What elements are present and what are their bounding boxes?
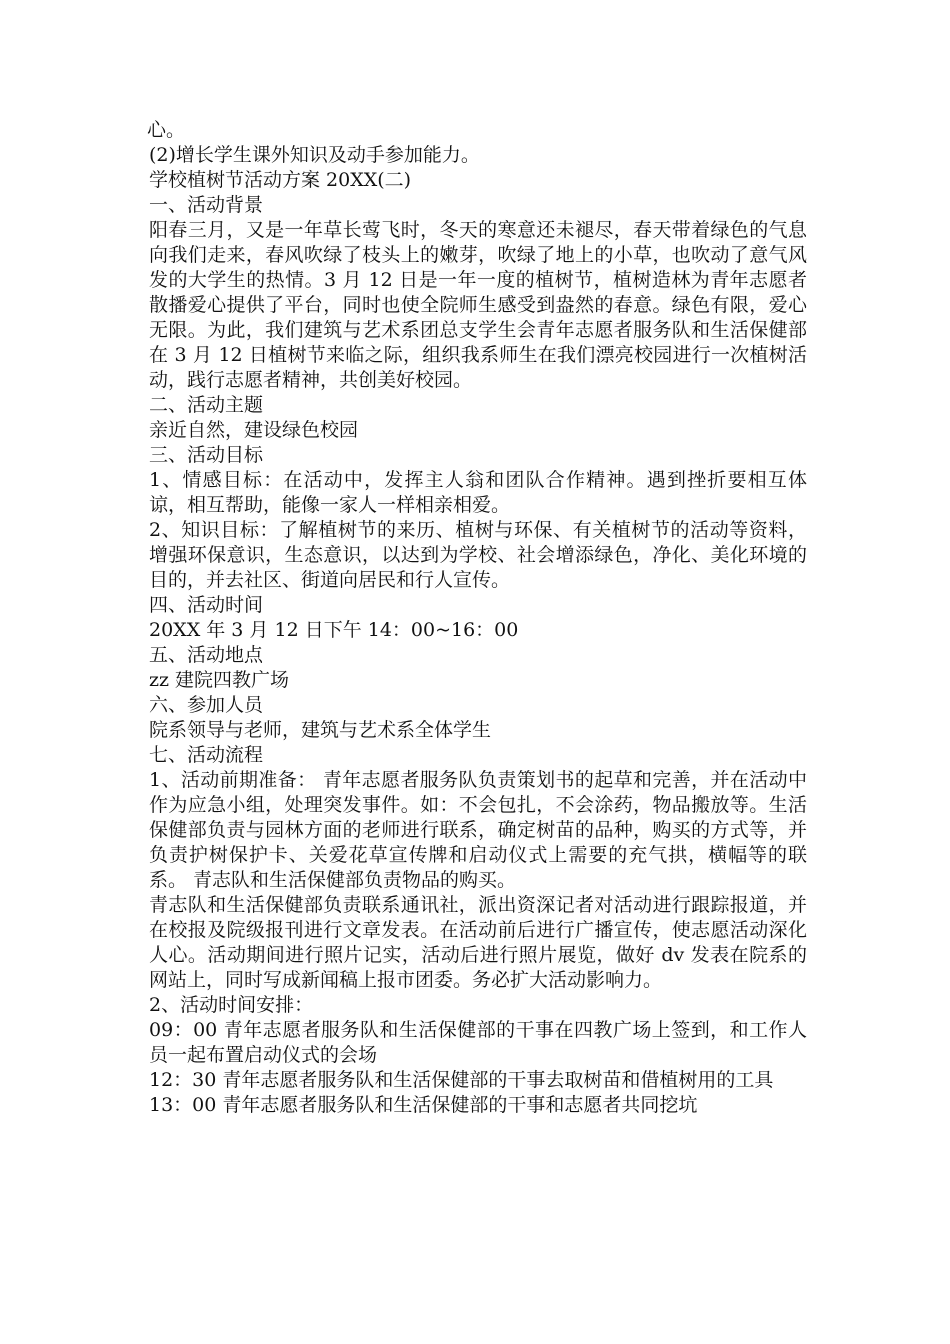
- paragraph-theme: 亲近自然，建设绿色校园: [149, 419, 359, 441]
- document-body: [147, 118, 807, 1118]
- section-title: 学校植树节活动方案 20XX(二): [149, 169, 412, 191]
- paragraph-preparation: 1、活动前期准备： 青年志愿者服务队负责策划书的起草和完善，并在活动中作为应急小组，处理突发事件。如：不会包扎，不会涂药，物品搬放等。生活保健部负责与园林方面的老师进行联系，确定树苗的品种，购买的方式等，并负责护树保护卡、关爱花草宣传牌和启动仪式上需要的充气拱，横幅等的联系。 青志队和生活保健部负责物品的购买。: [149, 769, 807, 891]
- heading-background: 一、活动背景: [149, 194, 264, 216]
- heading-time: 四、活动时间: [149, 594, 264, 616]
- paragraph-schedule-0900: 09：00 青年志愿者服务队和生活保健部的干事在四教广场上签到，和工作人员一起布置启动仪式的会场: [149, 1019, 807, 1066]
- heading-goals: 三、活动目标: [149, 444, 264, 466]
- heading-theme: 二、活动主题: [149, 394, 264, 416]
- paragraph-background: 阳春三月，又是一年草长莺飞时，冬天的寒意还未褪尽，春天带着绿色的气息向我们走来，春风吹绿了枝头上的嫩芽，吹绿了地上的小草，也吹动了意气风发的大学生的热情。3 月 12 日是一年一度的植树节，植树造林为青年志愿者散播爱心提供了平台，同时也使全院师生感受到盎然的春意。绿色有限，爱心无限。为此，我们建筑与艺术系团总支学生会青年志愿者服务队和生活保健部在 3 月 12 日植树节来临之际，组织我系师生在我们漂亮校园进行一次植树活动，践行志愿者精神，共创美好校园。: [149, 219, 807, 391]
- paragraph-knowledge-goal: 2、知识目标：了解植树节的来历、植树与环保、有关植树节的活动等资料，增强环保意识，生态意识，以达到为学校、社会增添绿色，净化、美化环境的目的，并去社区、街道向居民和行人宣传。: [149, 519, 807, 591]
- paragraph-schedule-1230: 12：30 青年志愿者服务队和生活保健部的干事去取树苗和借植树用的工具: [149, 1069, 774, 1091]
- paragraph-participants: 院系领导与老师，建筑与艺术系全体学生: [149, 719, 492, 741]
- heading-location: 五、活动地点: [149, 644, 264, 666]
- heading-process: 七、活动流程: [149, 744, 264, 766]
- paragraph-schedule-1300: 13：00 青年志愿者服务队和生活保健部的干事和志愿者共同挖坑: [149, 1094, 698, 1116]
- paragraph-emotional-goal: 1、情感目标：在活动中，发挥主人翁和团队合作精神。遇到挫折要相互体谅，相互帮助，能像一家人一样相亲相爱。: [149, 469, 807, 516]
- paragraph-time: 20XX 年 3 月 12 日下午 14：00~16：00: [149, 619, 519, 641]
- paragraph-publicity: 青志队和生活保健部负责联系通讯社，派出资深记者对活动进行跟踪报道，并在校报及院级报刊进行文章发表。在活动前后进行广播宣传，使志愿活动深化人心。活动期间进行照片记实，活动后进行照片展览，做好 dv 发表在院系的网站上，同时写成新闻稿上报市团委。务必扩大活动影响力。: [149, 894, 807, 991]
- heading-schedule: 2、活动时间安排：: [149, 994, 314, 1016]
- paragraph-location: zz 建院四教广场: [149, 669, 290, 691]
- paragraph-continuation: 心。: [147, 119, 186, 141]
- paragraph-goal-2: (2)增长学生课外知识及动手参加能力。: [149, 144, 480, 166]
- heading-participants: 六、参加人员: [149, 694, 264, 716]
